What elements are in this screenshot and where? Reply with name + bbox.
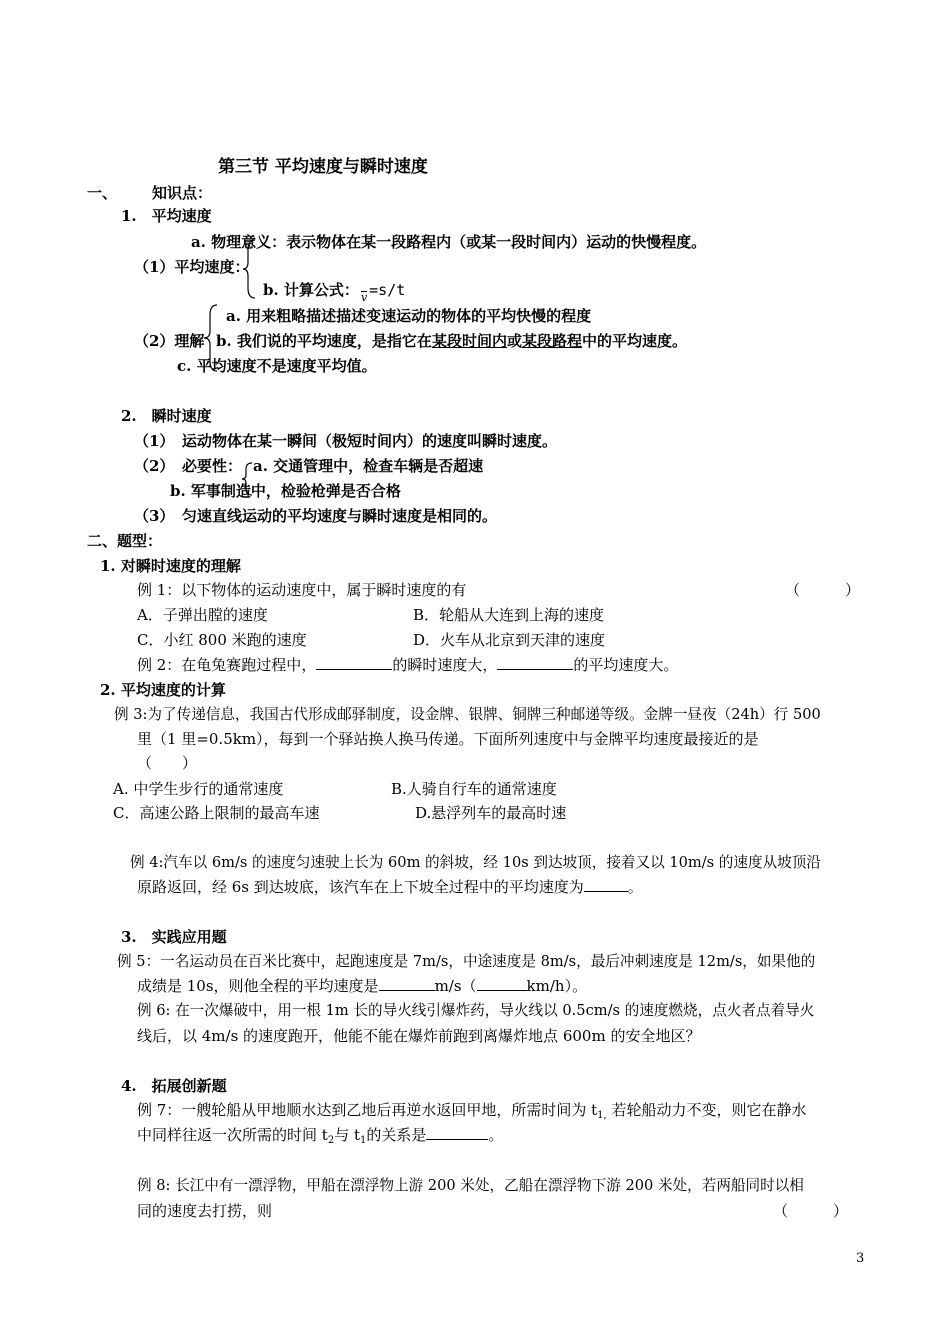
example4-blank[interactable] xyxy=(584,877,628,892)
formula-prefix: b. 计算公式： xyxy=(263,281,359,299)
example8-answer-paren: （ ） xyxy=(773,1202,849,1220)
page-number: 3 xyxy=(856,1251,865,1266)
example6-line1: 例 6: 在一次爆破中，用一根 1m 长的导火线引爆炸药，导火线以 0.5cm/s 的速度燃烧，点火者点着导火 xyxy=(137,1002,815,1019)
formula-expression: =s/t xyxy=(369,281,406,299)
understanding-b xyxy=(216,331,687,351)
avg-speed-formula xyxy=(263,280,405,303)
example7-part5: 的关系是 xyxy=(366,1126,427,1144)
example3-line1: 例 3:为了传递信息，我国古代形成邮驿制度，设金牌、银牌、铜牌三种邮递等级。金牌一昼夜（24h）行 500 xyxy=(114,706,821,723)
type4-heading: 4. 拓展创新题 xyxy=(121,1077,227,1095)
inst-speed-item2a: a. 交通管理中，检查车辆是否超速 xyxy=(253,457,484,475)
example4-line1: 例 4:汽车以 6m/s 的速度匀速驶上长为 60m 的斜坡，经 10s 到达坡顶，接着又以 10m/s 的速度从坡顶沿 xyxy=(130,854,821,871)
example7-part2: 若轮船动力不变，则它在静水 xyxy=(606,1101,807,1119)
example5-part2: m/s（ xyxy=(434,977,477,995)
understanding-b-part3: 或 xyxy=(506,332,522,350)
example7-line2 xyxy=(137,1125,503,1145)
example5-part3: km/h）。 xyxy=(526,977,588,995)
example2-part1: 例 2：在龟兔赛跑过程中， xyxy=(137,656,317,674)
example5-blank1[interactable] xyxy=(379,976,435,991)
example2-part3: 的平均速度大。 xyxy=(573,656,679,674)
example3-option-d: D.悬浮列车的最高时速 xyxy=(415,804,567,822)
type2-heading: 2. 平均速度的计算 xyxy=(100,681,226,699)
example2-part2: 的瞬时速度大， xyxy=(392,656,498,674)
understanding-b-part1: b. 我们说的平均速度，是指它在 xyxy=(216,332,432,350)
example3-line2: 里（1 里=0.5km），每到一个驿站换人换马传递。下面所列速度中与金牌平均速度最接近的是 xyxy=(137,730,759,748)
example5-line2 xyxy=(137,976,587,996)
avg-speed-heading: 1. 平均速度 xyxy=(121,207,212,225)
example3-option-c: C．高速公路上限制的最高车速 xyxy=(113,804,320,822)
example4-line2 xyxy=(137,877,643,897)
example6-line2: 线后，以 4m/s 的速度跑开，他能不能在爆炸前跑到离爆炸地点 600m 的安全地区？ xyxy=(137,1027,701,1045)
example1: 例 1：以下物体的运动速度中，属于瞬时速度的有 xyxy=(137,581,467,599)
formula-symbol: v xyxy=(360,291,368,304)
section-one-number: 一、 xyxy=(87,184,118,202)
example5-blank2[interactable] xyxy=(477,976,527,991)
understanding-c: c. 平均速度不是速度平均值。 xyxy=(177,357,377,375)
example8-line1: 例 8: 长江中有一漂浮物，甲船在漂浮物上游 200 米处，乙船在漂浮物下游 200 米处，若两船同时以相 xyxy=(137,1177,804,1194)
example8-line2: 同的速度去打捞，则 xyxy=(137,1202,273,1220)
example7-part4: 与 t xyxy=(334,1126,360,1144)
type1-heading: 1. 对瞬时速度的理解 xyxy=(100,557,241,575)
example7-part1: 例 7：一艘轮船从甲地顺水达到乙地后再逆水返回甲地，所需时间为 t xyxy=(137,1101,598,1119)
understanding-label: （2）理解 xyxy=(134,332,205,350)
example4-end: 。 xyxy=(627,878,643,896)
example7-line1 xyxy=(137,1100,806,1120)
example3-option-b: B.人骑自行车的通常速度 xyxy=(391,780,557,798)
example7-sub1: 1, xyxy=(597,1110,607,1121)
example1-option-a: A．子弹出膛的速度 xyxy=(137,606,268,624)
example7-blank[interactable] xyxy=(426,1125,488,1140)
understanding-a: a. 用来粗略描述描述变速运动的物体的平均快慢的程度 xyxy=(226,307,592,325)
example3-answer-paren: （ ） xyxy=(137,754,198,772)
example7-sub3: 1 xyxy=(359,1135,367,1146)
brace-one xyxy=(242,238,258,300)
example7-part3: 中同样往返一次所需的时间 t xyxy=(137,1126,328,1144)
inst-speed-item2: （2） 必要性： xyxy=(134,457,242,475)
avg-speed-meaning: a. 物理意义：表示物体在某一段路程内（或某一段时间内）运动的快慢程度。 xyxy=(191,233,707,251)
example3-option-a: A. 中学生步行的通常速度 xyxy=(113,780,284,798)
example1-option-d: D．火车从北京到天津的速度 xyxy=(413,631,606,649)
section-one-label: 知识点： xyxy=(152,184,213,202)
type3-heading: 3. 实践应用题 xyxy=(121,928,227,946)
example1-answer-paren: （ ） xyxy=(785,581,861,599)
example7-sub2: 2 xyxy=(327,1135,335,1146)
example5-part1: 成绩是 10s，则他全程的平均速度是 xyxy=(137,977,379,995)
example2-blank2[interactable] xyxy=(497,655,573,670)
understanding-b-part2: 某段时间内 xyxy=(431,332,507,350)
section-two-heading: 二、题型： xyxy=(87,532,163,550)
understanding-b-part4: 某段路程 xyxy=(521,332,582,350)
inst-speed-item1: （1） 运动物体在某一瞬间（极短时间内）的速度叫瞬时速度。 xyxy=(134,432,557,450)
example2-blank1[interactable] xyxy=(316,655,392,670)
example1-option-c: C．小红 800 米跑的速度 xyxy=(137,631,307,649)
page-title: 第三节 平均速度与瞬时速度 xyxy=(218,157,428,177)
inst-speed-item2b: b. 军事制造中，检验枪弹是否合格 xyxy=(170,482,401,500)
example5-line1: 例 5：一名运动员在百米比赛中，起跑速度是 7m/s，中途速度是 8m/s，最后冲刺速度是 12m/s，如果他的 xyxy=(117,953,816,970)
understanding-b-part5: 中的平均速度。 xyxy=(581,332,687,350)
example4-text: 原路返回，经 6s 到达坡底，该汽车在上下坡全过程中的平均速度为 xyxy=(137,878,584,896)
example7-end: 。 xyxy=(488,1126,504,1144)
inst-speed-item3: （3） 匀速直线运动的平均速度与瞬时速度是相同的。 xyxy=(134,507,497,525)
example2 xyxy=(137,655,678,675)
inst-speed-heading: 2. 瞬时速度 xyxy=(121,407,212,425)
avg-speed-label: （1）平均速度： xyxy=(134,258,250,276)
example1-option-b: B．轮船从大连到上海的速度 xyxy=(413,606,605,624)
